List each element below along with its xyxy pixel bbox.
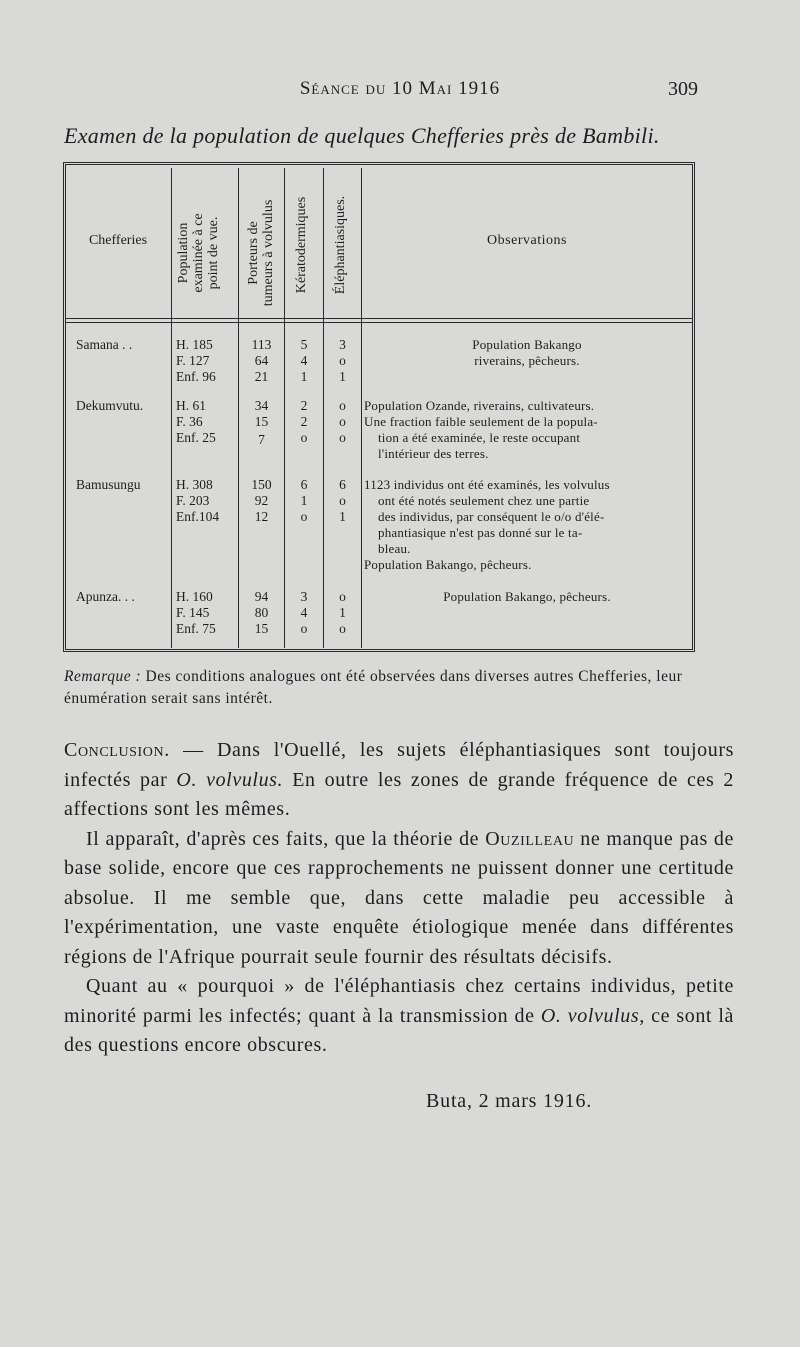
text-run: ne manque pas de base solide, encore que ces rapprochements ne puissent donner une certitude absolue. Il me semble que, dans cette maladie peu accessible à l'expérimentation, une vaste enquête étiologique menée dans différentes régions de l'Afrique pourrait seule fournir des résultats décisifs.: [64, 827, 734, 968]
text-run: — Dans l'Ouellé, les sujets éléphantiasiques sont toujours infectés par: [64, 739, 734, 791]
text-run: Il apparaît, d'après ces faits, que la théorie de: [86, 827, 486, 850]
cell-eleph: o: [339, 493, 346, 508]
cell-porteurs: 15: [254, 621, 269, 636]
cell-pop: F. 145: [176, 605, 210, 620]
cell-eleph: 6: [339, 477, 346, 492]
conclusion-section: [64, 736, 734, 1061]
column-header-observations: Observations: [487, 233, 567, 248]
cell-kerato: o: [300, 621, 308, 636]
header-line: Population: [176, 222, 191, 284]
page-number: 309: [668, 78, 698, 100]
column-header-porteurs: [246, 178, 280, 328]
observation-line: des individus, par conséquent le o/o d'élé-: [378, 509, 605, 524]
cell-porteurs: 7: [258, 432, 265, 447]
cell-kerato: 6: [300, 477, 308, 492]
cell-pop: Enf. 25: [176, 430, 216, 445]
cell-kerato: 2: [300, 398, 308, 413]
cell-eleph: o: [339, 414, 346, 429]
cell-porteurs: 113: [251, 337, 272, 352]
cell-porteurs: 34: [254, 398, 269, 413]
cell-eleph: o: [339, 430, 346, 445]
row-name-dekumvutu: Dekumvutu.: [76, 398, 144, 413]
cell-pop: F. 36: [176, 414, 203, 429]
cell-kerato: o: [300, 430, 308, 445]
author-name: Ouzilleau: [485, 827, 575, 850]
conclusion-paragraph-1: [64, 736, 734, 825]
cell-pop: H. 61: [176, 398, 206, 413]
cell-pop: H. 308: [176, 477, 213, 492]
observations-bamusungu: [362, 477, 692, 573]
cell-porteurs: 64: [254, 353, 269, 368]
conclusion-paragraph-2: [64, 825, 734, 973]
column-header-elephantiasiques: Éléphantiasiques.: [333, 195, 348, 295]
remark-lead: Remarque :: [64, 668, 142, 685]
observation-line: bleau.: [378, 541, 411, 556]
cell-pop: H. 185: [176, 337, 213, 352]
cell-kerato: o: [300, 509, 308, 524]
row-name-samana: Samana . .: [76, 337, 133, 352]
conclusion-label: Conclusion.: [64, 739, 170, 761]
observation-line: Population Bakango, pêcheurs.: [443, 589, 611, 604]
cell-pop: Enf. 75: [176, 621, 216, 636]
cell-porteurs: 94: [254, 589, 269, 604]
cell-kerato: 4: [300, 605, 308, 620]
observations-apunza: [362, 589, 692, 605]
observation-line: Une fraction faible seulement de la popula-: [364, 414, 598, 429]
cell-pop: H. 160: [176, 589, 213, 604]
row-name-bamusungu: Bamusungu: [76, 477, 141, 492]
cell-eleph: o: [339, 589, 346, 604]
cell-pop: Enf.104: [176, 509, 220, 524]
cell-pop: F. 127: [176, 353, 210, 368]
cell-porteurs: 15: [254, 414, 269, 429]
observation-line: l'intérieur des terres.: [378, 446, 489, 461]
cell-kerato: 5: [300, 337, 308, 352]
signoff-place-date: Buta, 2 mars 1916.: [426, 1090, 593, 1112]
column-header-population: [176, 183, 224, 323]
cell-eleph: 3: [339, 337, 346, 352]
text-run: ce sont là des questions encore obscures.: [64, 1004, 734, 1056]
cell-eleph: o: [339, 621, 346, 636]
observation-line: riverains, pêcheurs.: [474, 353, 580, 368]
cell-kerato: 1: [300, 369, 308, 384]
cell-eleph: o: [339, 353, 346, 368]
observation-line: Population Ozande, riverains, cultivateurs.: [364, 398, 595, 413]
column-header-chefferies: Chefferies: [88, 233, 148, 248]
header-line: point de vue.: [206, 216, 221, 290]
observation-line: Population Bakango: [472, 337, 582, 352]
species-name: O. volvulus.: [176, 768, 284, 791]
conclusion-paragraph-3: [64, 972, 734, 1061]
remark-paragraph: [64, 666, 734, 710]
cell-kerato: 4: [300, 353, 308, 368]
column-divider: [171, 168, 172, 648]
cell-eleph: 1: [339, 369, 346, 384]
cell-pop: Enf. 96: [176, 369, 216, 384]
table-caption: Examen de la population de quelques Chefferies près de Bambili.: [64, 123, 660, 148]
cell-porteurs: 150: [251, 477, 272, 492]
header-rule: [66, 322, 692, 323]
text-run: Quant au « pourquoi » de l'éléphantiasis chez certains individus, petite minorité parmi les infectés; quant à la transmission de: [64, 975, 734, 1027]
cell-porteurs: 92: [254, 493, 269, 508]
remark-text: Des conditions analogues ont été observées dans diverses autres Chefferies, leur énumération serait sans intérêt.: [64, 668, 683, 707]
cell-eleph: 1: [339, 509, 346, 524]
observations-samana: [362, 337, 692, 369]
observation-line: ont été notés seulement chez une partie: [378, 493, 590, 508]
cell-pop: F. 203: [176, 493, 210, 508]
column-header-keratodermiques: Kératodermiques: [294, 196, 309, 294]
cell-kerato: 3: [300, 589, 308, 604]
cell-porteurs: 21: [254, 369, 269, 384]
text-run: En outre les zones de grande fréquence de ces 2 affections sont les mêmes.: [64, 768, 735, 820]
header-line: Porteurs de: [246, 221, 261, 285]
observation-line: 1123 individus ont été examinés, les volvulus: [364, 477, 610, 492]
header-line: tumeurs à volvulus: [261, 199, 276, 307]
cell-eleph: 1: [339, 605, 346, 620]
observation-line: tion a été examinée, le reste occupant: [378, 430, 581, 445]
cell-eleph: o: [339, 398, 346, 413]
cell-kerato: 1: [300, 493, 308, 508]
cell-kerato: 2: [300, 414, 308, 429]
observation-line: Population Bakango, pêcheurs.: [364, 557, 532, 572]
running-head: Séance du 10 Mai 1916: [299, 78, 501, 99]
observation-line: phantiasique n'est pas donné sur le ta-: [378, 525, 583, 540]
header-line: examinée à ce: [191, 213, 206, 293]
observations-dekumvutu: [362, 398, 692, 462]
species-name: O. volvulus,: [540, 1004, 645, 1027]
cell-porteurs: 80: [254, 605, 269, 620]
header-rule: [66, 318, 692, 319]
row-name-apunza: Apunza. . .: [76, 589, 135, 604]
cell-porteurs: 12: [254, 509, 269, 524]
